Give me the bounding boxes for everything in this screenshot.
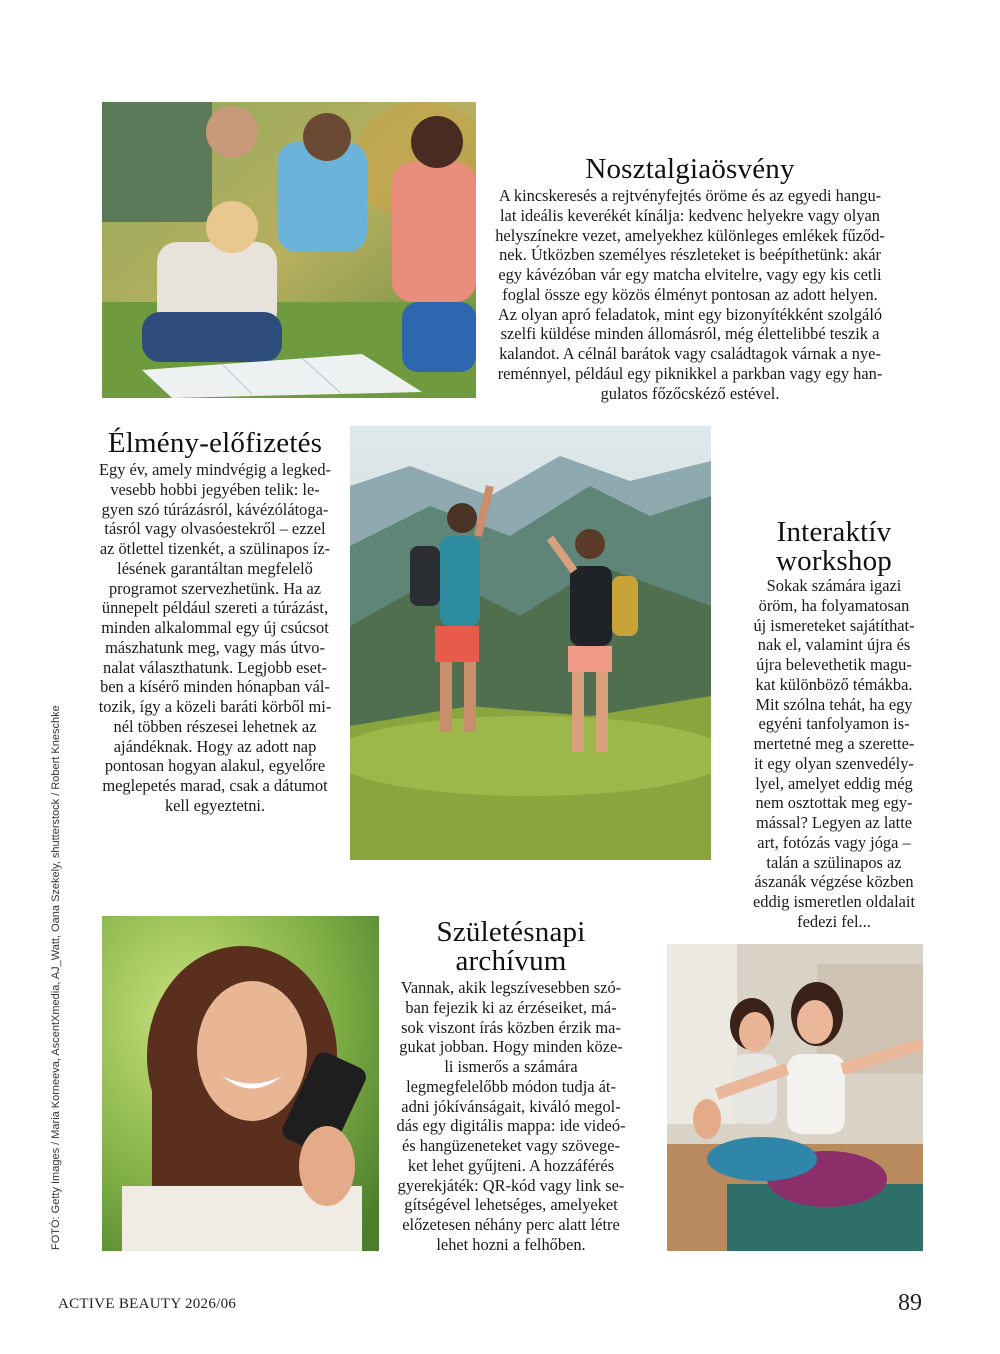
- photo-woman-voice-message: [102, 916, 379, 1251]
- body-line: új ismereteket sajátíthat-: [753, 615, 915, 635]
- section-interaktiv-workshop: [733, 518, 935, 932]
- body-line: gyerekjáték: QR-kód vagy link se-: [397, 1175, 625, 1195]
- body-line: nak el, valamint újra és: [757, 635, 911, 655]
- body-line: gítségével lehetséges, amelyeket: [404, 1195, 618, 1215]
- section-body: [86, 460, 344, 816]
- body-line: sok viszont írás közben érzik ma-: [401, 1017, 621, 1037]
- section-body: [470, 186, 910, 403]
- section-title-line: archívum: [455, 945, 567, 977]
- body-line: Sokak számára igazi: [766, 576, 902, 595]
- body-line: art, fotózás vagy jóga –: [757, 832, 911, 852]
- body-line: mertetné meg a szerette-: [753, 734, 915, 753]
- body-line: it egy olyan szenvedély-: [754, 753, 914, 773]
- section-title: [86, 428, 344, 458]
- body-line: gukat jobban. Hogy minden köze-: [399, 1037, 623, 1057]
- body-line: kalandot. A célnál barátok vagy családtagok várnak a nye-: [499, 344, 881, 363]
- section-title-line: workshop: [776, 545, 892, 577]
- body-line: ket lehet gyűjteni. A hozzáférés: [407, 1155, 615, 1175]
- body-line: helyszínekre vezet, amelyekhez különleges emlékek fűződ-: [495, 225, 885, 245]
- body-line: foglal össze egy közös élményt pontosan az adott helyen.: [502, 284, 878, 304]
- section-body: [378, 978, 644, 1255]
- section-title: [378, 918, 644, 976]
- body-line: tásról vagy olvasóestekről – ezzel: [104, 519, 326, 539]
- body-line: talán a szülinapos az: [766, 852, 902, 872]
- photo-group-treasure-hunt: [102, 102, 476, 398]
- body-line: öröm, ha folyamatosan: [758, 595, 910, 615]
- body-line: mással? Legyen az latte: [755, 813, 913, 832]
- body-line: ászanák végzése közben: [754, 872, 914, 892]
- section-szuletesnapi-archivum: [378, 918, 644, 1255]
- body-line: adni jókívánságait, kiváló megol-: [401, 1096, 621, 1116]
- body-line: lehet hozni a felhőben.: [436, 1234, 586, 1254]
- body-line: vesebb hobbi jegyében telik: le-: [110, 479, 320, 499]
- body-line: dás egy digitális mappa: ide videó-: [396, 1116, 626, 1136]
- body-line: előzetesen néhány perc alatt létre: [402, 1215, 620, 1234]
- body-line: gulatos főzőcskéző estével.: [600, 383, 780, 403]
- photo-yoga-partners: [667, 944, 923, 1251]
- body-line: nalat választhatunk. Legjobb eset-: [103, 657, 327, 677]
- body-line: fedezi fel...: [797, 911, 871, 931]
- body-line: egyéni tanfolyamon is-: [758, 714, 910, 734]
- body-line: ban fejezik ki az érzéseiket, má-: [405, 997, 617, 1017]
- section-title-line: Nosztalgiaösvény: [585, 153, 795, 185]
- body-line: nem osztottak meg egy-: [755, 793, 913, 813]
- body-line: mászhatunk meg, vagy más útvo-: [105, 637, 325, 657]
- body-line: Az olyan apró feladatok, mint egy bizonyítékként szolgáló: [497, 304, 883, 324]
- page-number: 89: [898, 1290, 922, 1316]
- body-line: gyen szó túrázásról, kávézólátoga-: [101, 499, 329, 519]
- section-elmeny-elofizetes: [86, 428, 344, 816]
- body-line: lyel, amelyet eddig még: [755, 773, 913, 793]
- section-title: [733, 518, 935, 576]
- body-line: lésének garantáltan megfelelő: [117, 558, 313, 578]
- section-title-line: Születésnapi: [436, 916, 586, 948]
- body-line: meglepetés marad, csak a dátumot: [102, 776, 328, 795]
- body-line: nek. Útközben személyes részleteket is beépíthetünk: akár: [499, 245, 881, 265]
- body-line: kat különböző témákba.: [755, 674, 913, 694]
- body-line: programot szervezhetünk. Ha az: [108, 578, 322, 598]
- body-line: Vannak, akik legszívesebben szó-: [400, 978, 622, 997]
- photo-hikers-mountain: [350, 426, 711, 860]
- body-line: ünnepelt például szereti a túrázást,: [101, 598, 329, 618]
- section-nosztalgiaosveny: [470, 154, 910, 403]
- footer-magazine-issue: ACTIVE BEAUTY 2026/06: [58, 1296, 237, 1312]
- section-title: [470, 154, 910, 184]
- body-line: reménnyel, például egy piknikkel a parkban vagy egy han-: [497, 363, 883, 383]
- body-line: lat ideális keverékét kínálja: kedvenc helyekre vagy olyan: [499, 205, 880, 225]
- body-line: az ötlettel tizenkét, a szülinapos íz-: [99, 539, 331, 558]
- section-title-line: Élmény-előfizetés: [107, 427, 323, 459]
- body-line: Mit szólna tehát, ha egy: [755, 694, 913, 714]
- body-line: és hangüzeneteket vagy szövege-: [402, 1136, 620, 1155]
- body-line: nél többen részesei lehetnek az: [113, 716, 317, 736]
- body-line: ben a kísérő minden hónapban vál-: [100, 677, 330, 697]
- body-line: egy kávézóban vár egy matcha elvitelre, vagy egy kis cetli: [498, 265, 882, 284]
- body-line: eddig ismeretlen oldalait: [752, 892, 916, 911]
- body-line: újra belevethetik magu-: [756, 655, 912, 674]
- body-line: tozik, így a közeli baráti körből mi-: [98, 697, 332, 716]
- body-line: li ismerős a számára: [444, 1057, 578, 1076]
- body-line: A kincskeresés a rejtvényfejtés öröme és az egyedi hangu-: [498, 186, 882, 205]
- body-line: Egy év, amely mindvégig a legked-: [99, 460, 331, 479]
- body-line: ajándéknak. Hogy az adott nap: [113, 736, 317, 756]
- body-line: minden alkalommal egy új csúcsot: [101, 618, 329, 637]
- section-body: [733, 576, 935, 932]
- body-line: szelfi küldése minden állomásról, még élettelibbé teszik a: [500, 324, 880, 344]
- body-line: legmegfelelőbb módon tudja át-: [406, 1076, 616, 1096]
- body-line: kell egyeztetni.: [164, 795, 266, 815]
- body-line: pontosan hogyan alakul, egyelőre: [104, 756, 326, 776]
- section-title-line: Interaktív: [776, 516, 892, 548]
- photo-credit: FOTÓ: Getty Images / Maria Korneeva, AscentXmedia, AJ_Watt, Oana Szekely, shutterstock / Robert Kneschke: [50, 705, 62, 1250]
